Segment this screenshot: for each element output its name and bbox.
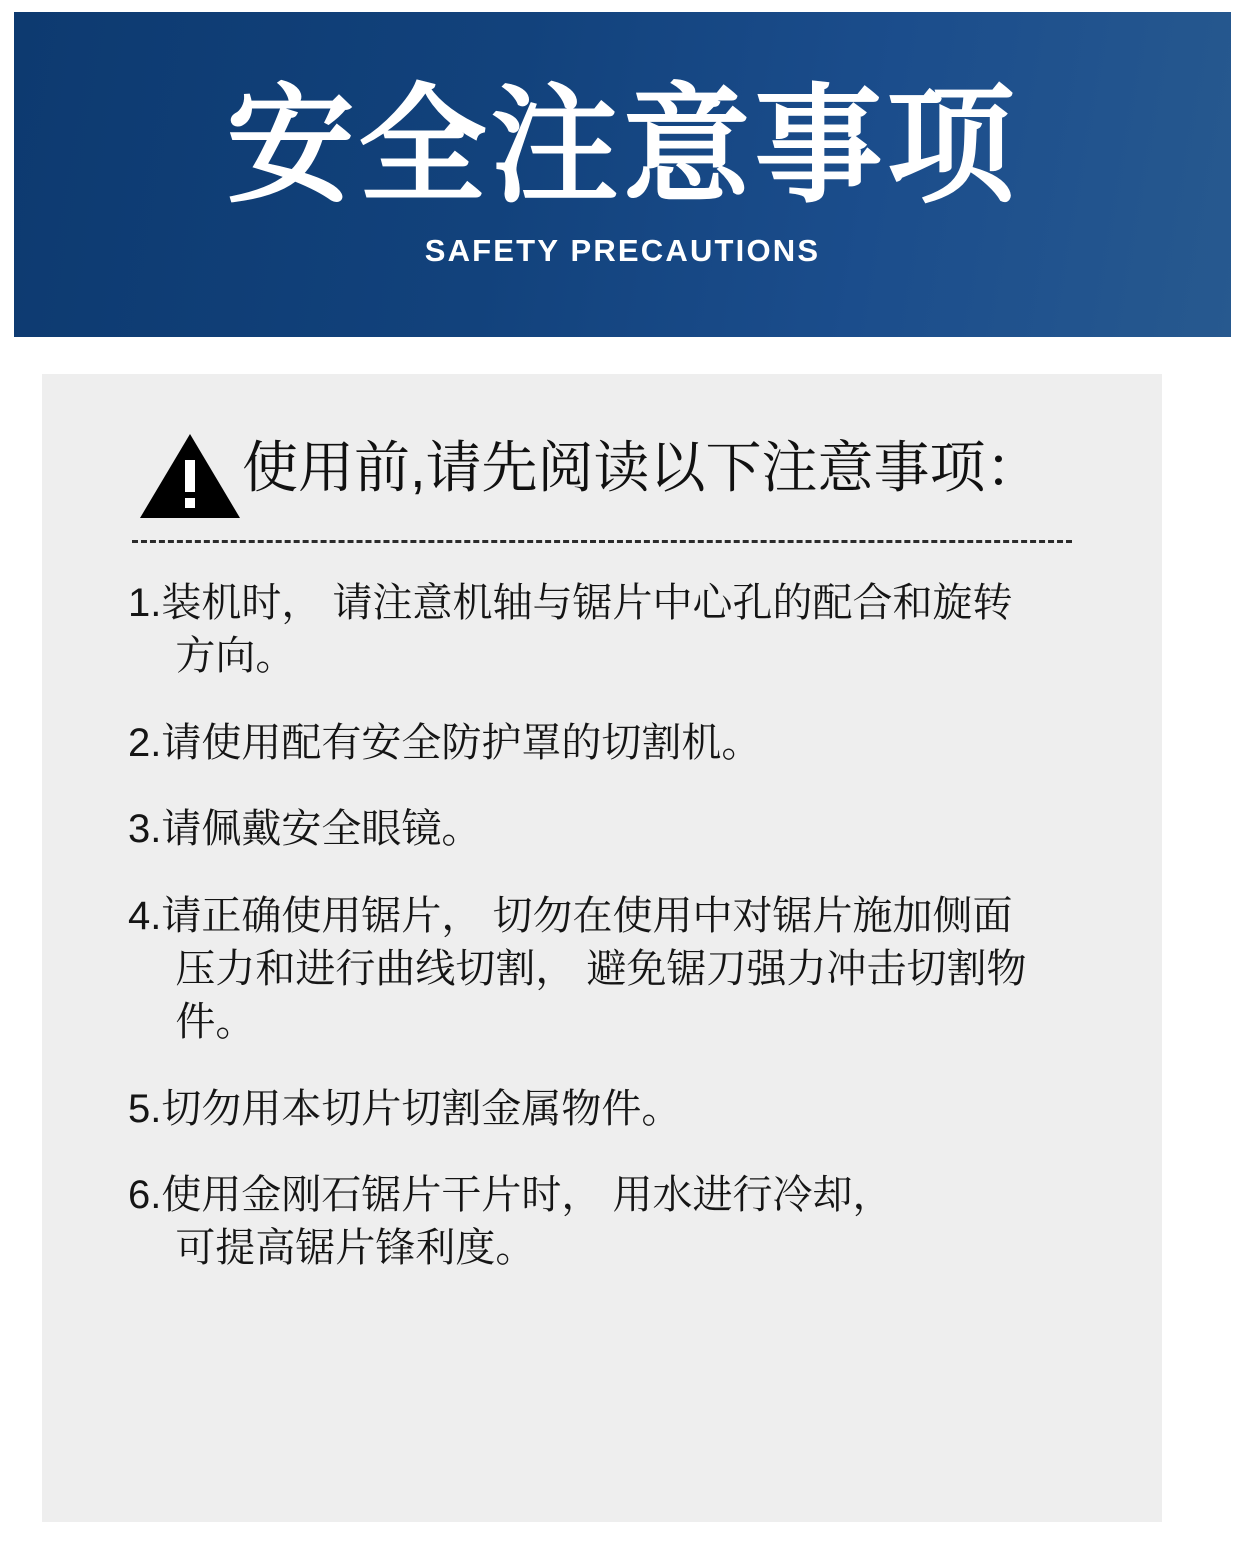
page-subtitle: SAFETY PRECAUTIONS: [424, 232, 821, 268]
list-item-text: [161, 1083, 1088, 1136]
list-item: [128, 577, 1088, 683]
list-item-text: [161, 577, 1088, 683]
warning-triangle-icon: [138, 432, 242, 520]
list-item: [128, 1169, 1088, 1275]
list-item-number: 4.: [128, 894, 162, 939]
list-item-line1: 使用金刚石锯片干片时， 用水进行冷却，: [161, 1173, 893, 1218]
list-item-line2: 方向。: [175, 633, 296, 678]
list-item: [128, 890, 1088, 1048]
lead-text: 使用前,请先阅读以下注意事项：: [242, 436, 1042, 499]
dashed-divider: [132, 540, 1072, 543]
list-item-line2: 可提高锯片锋利度。: [175, 1226, 536, 1271]
list-item-number: 6.: [128, 1173, 162, 1218]
lead-row: [138, 426, 1128, 514]
list-item: [128, 803, 1088, 856]
precautions-list: [128, 577, 1088, 1275]
list-item-number: 5.: [128, 1086, 162, 1131]
list-item-number: 1.: [128, 581, 162, 625]
list-item-line1: 请佩戴安全眼镜。: [161, 807, 482, 852]
list-item-line1: 请使用配有安全防护罩的切割机。: [161, 720, 762, 765]
list-item-number: 2.: [128, 720, 162, 765]
list-item: [128, 1083, 1088, 1136]
list-item-text: [161, 1169, 1088, 1275]
list-item: [128, 717, 1088, 770]
list-item-text: [161, 890, 1088, 1048]
list-item-line1: 请正确使用锯片， 切勿在使用中对锯片施加侧面: [161, 894, 1013, 939]
list-item-line1: 切勿用本切片切割金属物件。: [161, 1086, 682, 1131]
list-item-line2: 压力和进行曲线切割， 避免锯刀强力冲击切割物件。: [175, 946, 1027, 1044]
list-item-line1: 装机时， 请注意机轴与锯片中心孔的配合和旋转: [161, 581, 1013, 625]
list-item-text: [161, 717, 1088, 770]
header-banner: [14, 12, 1231, 337]
list-item-text: [161, 803, 1088, 856]
page-title: 安全注意事项: [226, 75, 1019, 219]
precautions-panel: [42, 374, 1162, 1522]
list-item-number: 3.: [128, 807, 162, 852]
